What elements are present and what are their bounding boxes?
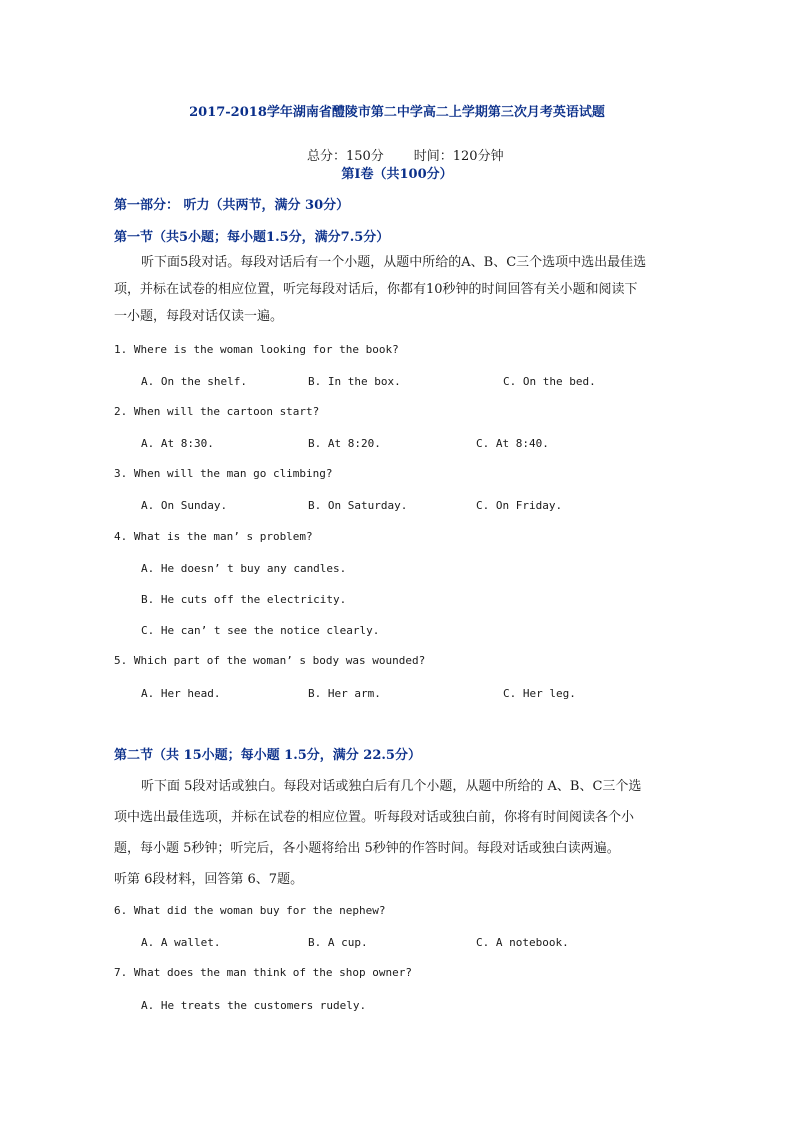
question-2: 2. When will the cartoon start? — [114, 405, 320, 418]
q7-option-a: A. He treats the customers rudely. — [141, 999, 367, 1012]
q6-option-c: C. A notebook. — [476, 936, 569, 949]
section2-instruction-3: 题，每小题 5秒钟；听完后，各小题将给出 5秒钟的作答时间。每段对话或独白读两遍。 — [114, 841, 620, 856]
question-7: 7. What does the man think of the shop owner? — [114, 966, 413, 979]
q2-option-b: B. At 8:20. — [308, 437, 381, 450]
q4-option-b: B. He cuts off the electricity. — [141, 593, 347, 606]
question-5: 5. Which part of the woman’ s body was wounded? — [114, 654, 426, 667]
total-score: 总分：150分 — [306, 149, 384, 164]
q1-option-b: B. In the box. — [308, 375, 401, 388]
q6-option-b: B. A cup. — [308, 936, 368, 949]
question-1: 1. Where is the woman looking for the book? — [114, 343, 399, 356]
q1-option-c: C. On the bed. — [503, 375, 596, 388]
q4-option-c: C. He can’ t see the notice clearly. — [141, 624, 380, 637]
section2-instruction-2: 项中选出最佳选项，并标在试卷的相应位置。听每段对话或独白前，你将有时间阅读各个小 — [114, 810, 635, 825]
q6-option-a: A. A wallet. — [141, 936, 221, 949]
exam-time: 时间：120分钟 — [413, 149, 504, 164]
section1-instruction-3: 一小题，每段对话仅读一遍。 — [114, 309, 284, 324]
q3-option-c: C. On Friday. — [476, 499, 563, 512]
section1-instruction-1: 听下面5段对话。每段对话后有一个小题，从题中所给的A、B、C三个选项中选出最佳选 — [141, 255, 647, 270]
q3-option-b: B. On Saturday. — [308, 499, 408, 512]
q5-option-b: B. Her arm. — [308, 687, 381, 700]
exam-title: 2017-2018学年湖南省醴陵市第二中学高二上学期第三次月考英语试题 — [189, 105, 605, 120]
q2-option-c: C. At 8:40. — [476, 437, 549, 450]
section1-instruction-2: 项，并标在试卷的相应位置，听完每段对话后，你都有10秒钟的时间回答有关小题和阅读下 — [114, 282, 638, 297]
section1-heading: 第一节（共5小题；每小题1.5分，满分7.5分） — [114, 230, 390, 245]
question-3: 3. When will the man go climbing? — [114, 467, 333, 480]
q5-option-c: C. Her leg. — [503, 687, 576, 700]
q4-option-a: A. He doesn’ t buy any candles. — [141, 562, 347, 575]
q5-option-a: A. Her head. — [141, 687, 221, 700]
q3-option-a: A. On Sunday. — [141, 499, 228, 512]
volume-heading: 第Ⅰ卷（共100分） — [341, 167, 453, 182]
section2-instruction-4: 听第 6段材料，回答第 6、7题。 — [114, 872, 304, 887]
section2-heading: 第二节（共 15小题；每小题 1.5分，满分 22.5分） — [114, 748, 421, 763]
question-4: 4. What is the man’ s problem? — [114, 530, 313, 543]
question-6: 6. What did the woman buy for the nephew? — [114, 904, 386, 917]
q2-option-a: A. At 8:30. — [141, 437, 214, 450]
part1-heading: 第一部分： 听力（共两节，满分 30分） — [114, 198, 350, 213]
section2-instruction-1: 听下面 5段对话或独白。每段对话或独白后有几个小题，从题中所给的 A、B、C三个选 — [141, 779, 642, 794]
q1-option-a: A. On the shelf. — [141, 375, 247, 388]
